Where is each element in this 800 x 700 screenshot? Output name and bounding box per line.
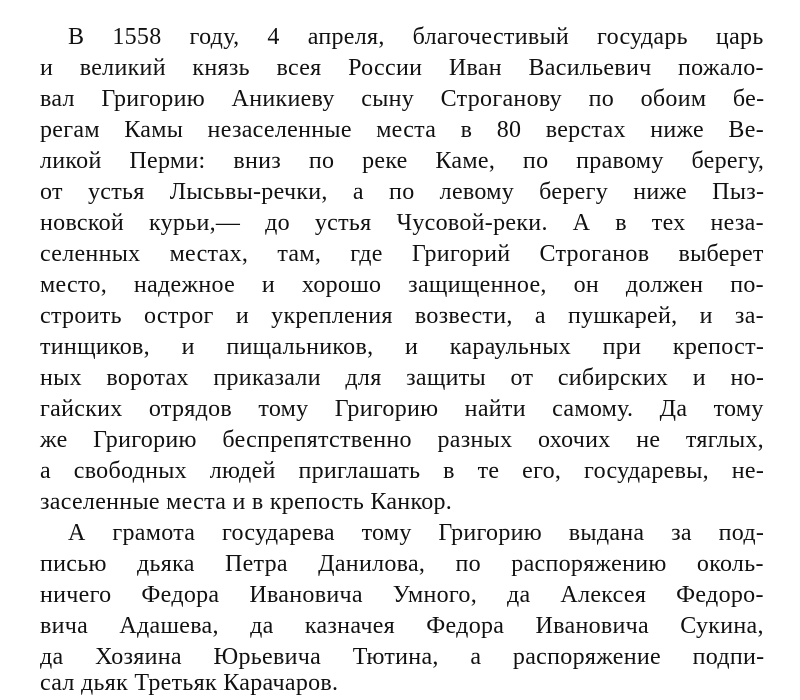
text-line: вал Григорию Аникиеву сыну Строганову по обоим бе- — [40, 86, 765, 112]
text-line: писью дьяка Петра Данилова, по распоряжению околь- — [40, 551, 764, 577]
text-line: ликой Перми: вниз по реке Каме, по правому берегу, — [40, 148, 765, 174]
text-line: В 1558 году, 4 апреля, благочестивый государь царь — [68, 24, 764, 50]
text-line: от устья Лысьвы-речки, а по левому берегу ниже Пыз- — [40, 179, 765, 205]
text-line: а свободных людей приглашать в те его, государевы, не- — [40, 458, 765, 484]
text-line: же Григорию беспрепятственно разных охочих не тяглых, — [40, 427, 764, 453]
text-line: гайских отрядов тому Григорию найти самому. Да тому — [40, 396, 764, 422]
text-line: ничего Федора Ивановича Умного, да Алексея Федоро- — [40, 582, 764, 608]
text-line: место, надежное и хорошо защищенное, он должен по- — [40, 272, 764, 298]
text-line: заселенные места и в крепость Канкор. — [40, 489, 453, 515]
text-line: селенных местах, там, где Григорий Строганов выберет — [40, 241, 764, 267]
text-line: да Хозяина Юрьевича Тютина, а распоряжение подпи- — [40, 644, 765, 670]
text-line: вича Адашева, да казначея Федора Ивановича Сукина, — [40, 613, 764, 639]
text-line: ных воротах приказали для защиты от сибирских и но- — [40, 365, 765, 391]
text-line: сал дьяк Третьяк Карачаров. — [40, 670, 339, 696]
text-line: и великий князь всея России Иван Васильевич пожало- — [40, 55, 764, 81]
text-line: новской курьи,— до устья Чусовой-реки. А в тех неза- — [40, 210, 764, 236]
text-line: А грамота государева тому Григорию выдана за под- — [68, 520, 765, 546]
text-line: тинщиков, и пищальников, и караульных при крепост- — [40, 334, 765, 360]
text-line: регам Камы незаселенные места в 80 верстах ниже Ве- — [40, 117, 764, 143]
text-line: строить острог и укрепления возвести, а пушкарей, и за- — [40, 303, 764, 329]
